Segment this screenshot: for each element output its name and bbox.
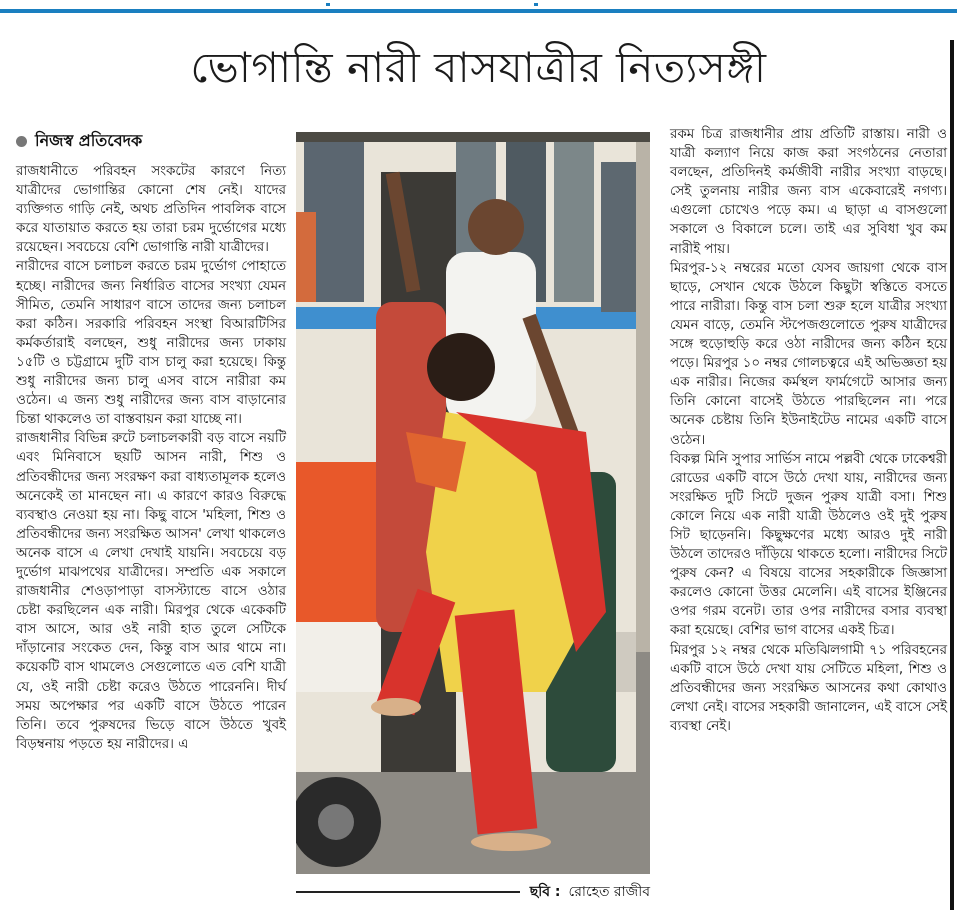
article-photo	[296, 132, 650, 874]
article-column-right	[670, 125, 947, 736]
top-rule-tick	[326, 3, 330, 6]
top-rule-tick	[534, 3, 538, 6]
byline-text: নিজস্ব প্রতিবেদক	[35, 131, 143, 150]
right-column-rule	[950, 40, 954, 910]
paragraph: রাজধানীর বিভিন্ন রুটে চলাচলকারী বড় বাসে নয়টি এবং মিনিবাসে ছয়টি আসন নারী, শিশু ও প্রতিবন্ধীদের জন্য সংরক্ষণ করা বাধ্যতামূলক হলেও অনেকেই তা মানছেন না। এ কারণে কারও বিরুদ্ধে ব্যবস্থাও নেওয়া হয় না। কিছু বাসে 'মহিলা, শিশু ও প্রতিবন্ধীদের জন্য সংরক্ষিত আসন' লেখা থাকলেও অনেক বাসে এ লেখা দেখাই যায়নি। সবচেয়ে বড় দুর্ভোগ মাঝপথের যাত্রীদের। সম্প্রতি এক সকালে রাজধানীর শেওড়াপাড়া বাসস্ট্যান্ডে বাসে ওঠার চেষ্টা করছিলেন এক নারী। মিরপুর থেকে একেকটি বাস আসে, আর ওই নারী হাত তুলে সেটিকে দাঁড়ানোর সংকেত দেন, কিন্তু বাস আর থামে না। কয়েকটি বাস থামলেও সেগুলোতে এত বেশি যাত্রী যে, ওই নারী চেষ্টা করেও উঠতে পারেননি। দীর্ঘ সময় অপেক্ষার পর একটি বাসে উঠতে পারেন তিনি। তবে পুরুষদের ভিড়ে বাসে উঠতে খুবই বিড়ম্বনায় পড়তে হয় নারীদের। এ	[16, 431, 286, 752]
paragraph: রকম চিত্র রাজধানীর প্রায় প্রতিটি রাস্তায়। নারী ও যাত্রী কল্যাণ নিয়ে কাজ করা সংগঠনের নেতারা বলছেন, প্রতিদিনই কর্মজীবী নারীর সংখ্যা বাড়ছে। সেই তুলনায় নারীর জন্য বাস একেবারেই নগণ্য। এগুলো চোখেও পড়ে কম। এ ছাড়া এ বাসগুলো সকালে ও বিকালে চলে। তাই এর সুবিধা খুব কম নারীই পায়।	[670, 127, 947, 257]
caption-rule	[296, 891, 520, 893]
paragraph: নারীদের বাসে চলাচল করতে চরম দুর্ভোগ পোহাতে হচ্ছে। নারীদের জন্য নির্ধারিত বাসের সংখ্যা যেমন সীমিত, তেমনি সাধারণ বাসে তাদের জন্য চলাচল করা কঠিন। সরকারি পরিবহন সংস্থা বিআরটিসির কর্মকর্তারাই বলছেন, শুধু নারীদের জন্য ঢাকায় ১৫টি ও চট্টগ্রামে দুটি বাস চালু করা হয়েছে। কিন্তু শুধু নারীদের জন্য চালু এসব বাসে নারীরা কম ওঠেন। এ জন্য শুধু নারীদের জন্য বাস বাড়ানোর চিন্তা থাকলেও তা বাস্তবায়ন করা যাচ্ছে না।	[16, 259, 286, 428]
article-headline: ভোগান্তি নারী বাসযাত্রীর নিত্যসঙ্গী	[190, 43, 767, 92]
bullet-icon	[16, 136, 27, 147]
paragraph: মিরপুর ১২ নম্বর থেকে মতিঝিলগামী ৭১ পরিবহনের একটি বাসে উঠে দেখা যায় সেটিতে মহিলা, শিশু ও প্রতিবন্ধীদের জন্য সংরক্ষিত আসনের কথা কোথাও লেখা নেই। বাসের সহকারী জানালেন, এই বাসে সেই ব্যবস্থা নেই।	[670, 642, 947, 734]
byline	[16, 128, 142, 155]
photo-credit: রোহেত রাজীব	[568, 884, 650, 900]
paragraph: রাজধানীতে পরিবহন সংকটের কারণে নিত্য যাত্রীদের ভোগান্তির কোনো শেষ নেই। যাদের ব্যক্তিগত গাড়ি নেই, অথচ প্রতিদিন পাবলিক বাসে করে যাতায়াত করতে হয় তারা চরম দুর্ভোগের মধ্যে রয়েছেন। সবচেয়ে বেশি ভোগান্তি নারী যাত্রীদের।	[16, 164, 286, 256]
photo-caption	[296, 880, 650, 904]
top-border-rule	[0, 0, 957, 13]
paragraph: মিরপুর-১২ নম্বরের মতো যেসব জায়গা থেকে বাস ছাড়ে, সেখান থেকে উঠলে কিছুটা স্বস্তিতে বসতে পারে নারীরা। কিন্তু বাস চলা শুরু হলে যাত্রীর সংখ্যা যেমন বাড়ে, তেমনি স্টপেজগুলোতে পুরুষ যাত্রীদের সঙ্গে হুড়োহুড়ি করে ওঠা নারীদের জন্য কঠিন হয়ে পড়ে। মিরপুর ১০ নম্বর গোলচত্বরে এই অভিজ্ঞতা হয় এক নারীর। নিজের কর্মস্থল ফার্মগেটে আসার জন্য তিনি কোনো বাসেই উঠতে পারছিলেন না। পরে অনেক চেষ্টায় তিনি ইউনাইটেড নামের একটি বাসে ওঠেন।	[670, 260, 947, 448]
paragraph: বিকল্প মিনি সুপার সার্ভিস নামে পল্লবী থেকে ঢাকেশ্বরী রোডের একটি বাসে উঠে দেখা যায়, নারীদের জন্য সংরক্ষিত দুটি সিটে দুজন পুরুষ যাত্রী বসা। শিশু কোলে নিয়ে এক নারী যাত্রী উঠলেও ওই দুই পুরুষ সিট ছাড়েননি। কিছুক্ষণের মধ্যে আরও দুই নারী উঠলে তাদেরও দাঁড়িয়ে থাকতে হলো। নারীদের সিটে পুরুষ কেন? এ বিষয়ে বাসের সহকারীকে জিজ্ঞাসা করলেও কোনো উত্তর মেলেনি। এই বাসের ইঞ্জিনের ওপর গরম বনেট। তার ওপর নারীদের বসার ব্যবস্থা করা হয়েছে। বেশির ভাগ বাসের একই চিত্র।	[670, 451, 947, 639]
article-column-left	[16, 162, 286, 754]
caption-label: ছবি :	[529, 884, 561, 900]
